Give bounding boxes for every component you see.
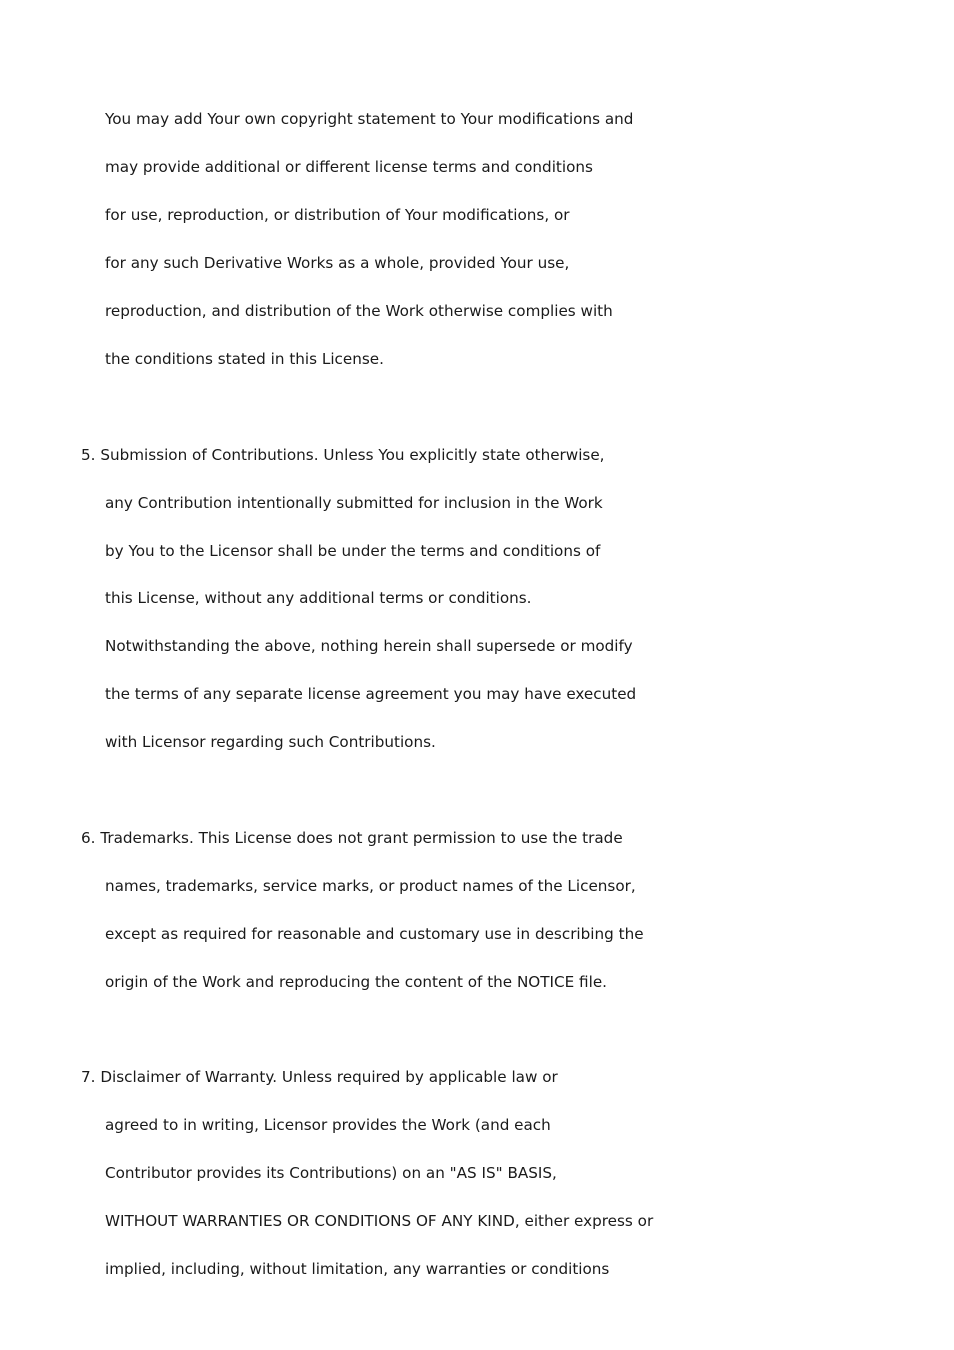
section-7-line: Contributor provides its Contributions) on an "AS IS" BASIS, bbox=[105, 1164, 557, 1182]
section-6-heading-line: 6. Trademarks. This License does not grant permission to use the trade bbox=[81, 829, 623, 847]
section-5-heading-line: 5. Submission of Contributions. Unless You explicitly state otherwise, bbox=[81, 446, 605, 464]
section-6-line: origin of the Work and reproducing the content of the NOTICE file. bbox=[105, 973, 608, 991]
paragraph-line: for use, reproduction, or distribution of Your modifications, or bbox=[105, 206, 570, 224]
section-7-heading-line: 7. Disclaimer of Warranty. Unless required by applicable law or bbox=[81, 1068, 558, 1086]
section-5-line: with Licensor regarding such Contributions. bbox=[105, 733, 436, 751]
paragraph-line: You may add Your own copyright statement to Your modifications and bbox=[105, 110, 634, 128]
paragraph-line: the conditions stated in this License. bbox=[105, 350, 384, 368]
paragraph-line: for any such Derivative Works as a whole, provided Your use, bbox=[105, 254, 570, 272]
section-7-line: implied, including, without limitation, any warranties or conditions bbox=[105, 1260, 610, 1278]
paragraph-line: may provide additional or different license terms and conditions bbox=[105, 158, 593, 176]
section-5-line: by You to the Licensor shall be under the terms and conditions of bbox=[105, 542, 601, 560]
section-5-line: any Contribution intentionally submitted for inclusion in the Work bbox=[105, 494, 603, 512]
section-7-line: agreed to in writing, Licensor provides the Work (and each bbox=[105, 1116, 551, 1134]
section-5-line: Notwithstanding the above, nothing herein shall supersede or modify bbox=[105, 637, 633, 655]
section-7-line: WITHOUT WARRANTIES OR CONDITIONS OF ANY KIND, either express or bbox=[105, 1212, 654, 1230]
section-6-line: names, trademarks, service marks, or product names of the Licensor, bbox=[105, 877, 636, 895]
section-5-line: this License, without any additional terms or conditions. bbox=[105, 589, 532, 607]
section-6-line: except as required for reasonable and customary use in describing the bbox=[105, 925, 644, 943]
section-5-line: the terms of any separate license agreement you may have executed bbox=[105, 685, 637, 703]
paragraph-line: reproduction, and distribution of the Work otherwise complies with bbox=[105, 302, 613, 320]
